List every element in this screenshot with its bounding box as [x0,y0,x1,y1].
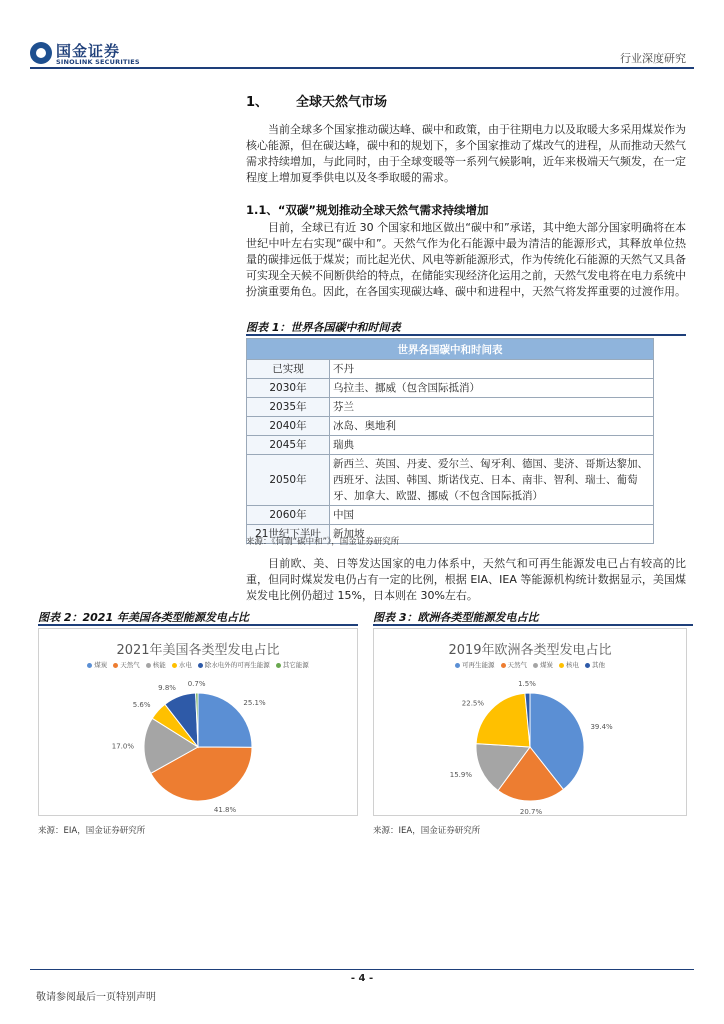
data-label: 22.5% [461,699,485,708]
section-paragraph: 当前全球多个国家推动碳达峰、碳中和政策，由于往期电力以及取暖大多采用煤炭作为核心能源，但在碳达峰，碳中和的规划下，多个国家推动了煤改气的进程，从而推动天然气需求持续增加，与此同时，由于全球变暖等一系列气候影响，近年来极端天气频发，在一定程度上增加夏季供电以及冬季取暖的需求。 [246,123,686,184]
legend-label: 其它能源 [282,661,309,669]
data-label: 25.1% [243,698,266,707]
legend-label: 煤炭 [94,661,108,669]
pie-slice [476,693,530,747]
data-label: 0.7% [187,680,206,689]
chart-title: 2021年美国各类型发电占比 [116,643,280,658]
section-title: 全球天然气市场 [296,95,388,110]
row-countries: 乌拉圭、挪威（包含国际抵消） [330,379,654,398]
data-label: 1.5% [518,680,536,689]
section-heading [246,91,387,110]
subsection-title: 1.1、“双碳”规划推动全球天然气需求持续增加 [246,203,489,217]
legend-label: 核电 [566,661,579,669]
legend-label: 其他 [592,661,605,669]
data-label: 17.0% [111,742,135,751]
logo-icon [30,42,52,64]
table-row [247,506,654,525]
row-countries: 中国 [330,506,654,525]
logo-text-cn: 国金证券 [56,42,121,60]
figure-1-source: 来源：《何谓“碳中和”》，国金证券研究所 [246,537,400,547]
data-label: 41.8% [213,805,237,814]
footer-disclaimer: 敬请参阅最后一页特别声明 [36,992,156,1003]
pie-svg [39,629,357,815]
table-row [247,436,654,455]
legend-label: 水电 [178,661,192,669]
figure-3-title: 图表 3：欧洲各类型能源发电占比 [373,611,539,624]
chart-title: 2019年欧洲各类型发电占比 [448,643,612,658]
figure-2-rule [38,624,358,626]
data-label: 9.8% [158,683,176,692]
legend-label: 煤炭 [540,661,553,669]
footer-divider [30,969,694,970]
figure-2-source: 来源：EIA，国金证券研究所 [38,826,146,836]
row-countries: 新加坡 [330,525,654,544]
data-label: 20.7% [519,807,543,815]
row-countries: 芬兰 [330,398,654,417]
table-row [247,398,654,417]
figure-3-source: 来源：IEA，国金证券研究所 [373,826,481,836]
row-countries: 不丹 [330,360,654,379]
row-countries: 冰岛、奥地利 [330,417,654,436]
data-label: 39.4% [590,723,613,732]
legend-label: 天然气 [507,661,527,669]
legend-label: 核能 [152,661,166,669]
data-label: 15.9% [449,771,473,780]
table-row [247,455,654,506]
figure-1-title: 图表 1：世界各国碳中和时间表 [246,321,401,334]
figure-1-rule [246,334,686,336]
figure-3-rule [373,624,693,626]
pie-svg [374,629,686,815]
legend-label: 除水电外的可再生能源 [204,661,270,669]
carbon-neutral-table [246,338,654,544]
row-year: 2035年 [247,398,330,417]
analysis-paragraph: 目前欧、美、日等发达国家的电力体系中，天然气和可再生能源发电已占有较高的比重，但同时煤炭发电仍占有一定的比例，根据 EIA、IEA 等能源机构统计数据显示，美国煤炭发电比例仍超过 15%，日本则在 30%左右。 [246,557,686,602]
report-type: 行业深度研究 [620,52,686,65]
figure-2-title: 图表 2：2021 年美国各类型能源发电占比 [38,611,249,624]
section-number: 1、 [246,95,269,110]
row-year: 2030年 [247,379,330,398]
us-power-pie-chart [38,628,358,816]
data-label: 5.6% [132,701,151,710]
row-year: 2060年 [247,506,330,525]
table-row [247,417,654,436]
table-header: 世界各国碳中和时间表 [247,339,654,360]
row-year: 2050年 [247,455,330,506]
logo-text-en: SINOLINK SECURITIES [56,58,140,66]
table-row [247,360,654,379]
legend-label: 天然气 [120,661,140,669]
header-divider [30,67,694,69]
row-year: 已实现 [247,360,330,379]
legend-label: 可再生能源 [462,661,495,669]
row-year: 2045年 [247,436,330,455]
row-countries: 瑞典 [330,436,654,455]
europe-power-pie-chart [373,628,687,816]
row-year: 2040年 [247,417,330,436]
subsection-paragraph: 目前，全球已有近 30 个国家和地区做出“碳中和”承诺，其中绝大部分国家明确将在本世纪中叶左右实现“碳中和”。天然气作为化石能源中最为清洁的能源形式，其释放单位热量的碳排远低于煤炭；而比起光伏、风电等新能源形式，作为传统化石能源的天然气又具备可实现全天候不间断供给的特点，在储能实现经济化运用之前，天然气发电将在电力系统中扮演重要角色。因此，在各国实现碳达峰、碳中和进程中，天然气将发挥重要的过渡作用。 [246,221,686,298]
row-countries: 新西兰、英国、丹麦、爱尔兰、匈牙利、德国、斐济、哥斯达黎加、西班牙、法国、韩国、斯诺伐克、日本、南非、智利、瑞士、葡萄牙、加拿大、欧盟、挪威（不包含国际抵消） [330,455,654,506]
page-number: - 4 - [350,973,374,984]
row-year: 21世纪下半叶 [247,525,330,544]
table-row [247,379,654,398]
